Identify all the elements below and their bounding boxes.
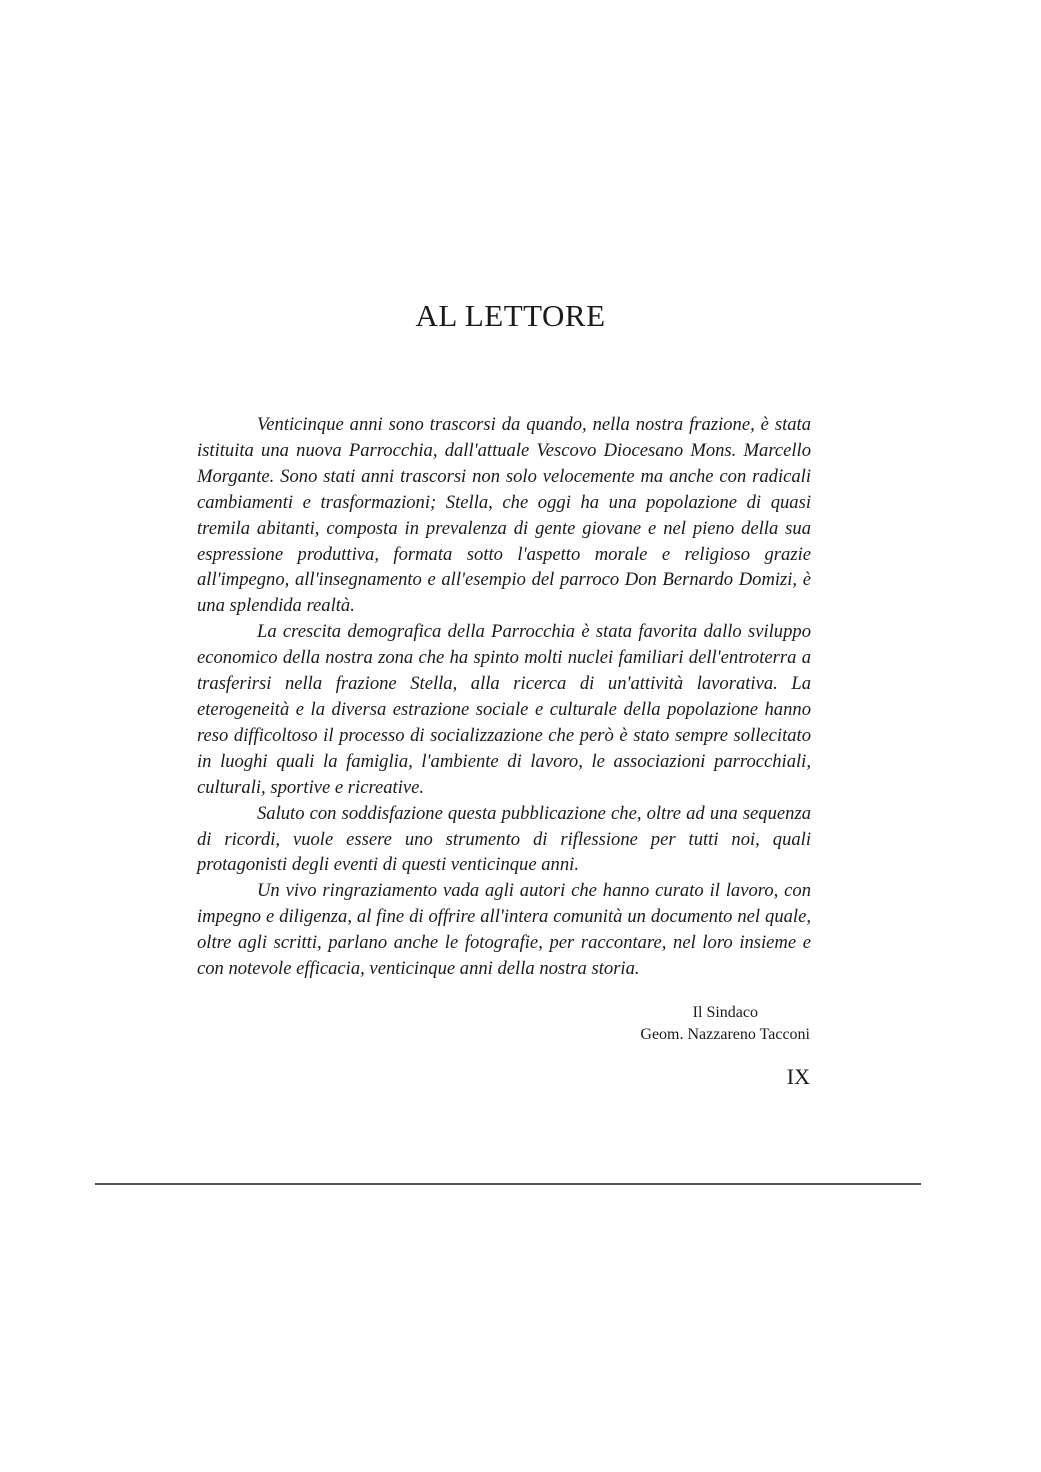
paragraph-3: Saluto con soddisfazione questa pubblicazione che, oltre ad una sequenza di ricordi, vuole essere uno strumento di riflessione per tutti noi, quali protagonisti degli eventi di questi venticinque anni. bbox=[197, 802, 811, 876]
page-number: IX bbox=[786, 1064, 810, 1089]
paragraph-1: Venticinque anni sono trascorsi da quando, nella nostra frazione, è stata istituita una nuova Parrocchia, dall'attuale Vescovo Diocesano Mons. Marcello Morgante. Sono stati anni trascorsi non solo velocemente ma anche con radicali cambiamenti e trasformazioni; Stella, che oggi ha una popolazione di quasi tremila abitanti, composta in prevalenza di gente giovane e nel pieno della sua espressione produttiva, formata sotto l'aspetto morale e religioso grazie all'impegno, all'insegnamento e all'esempio del parroco Don Bernardo Domizi, è una splendida realtà. bbox=[197, 414, 811, 617]
horizontal-rule bbox=[95, 1183, 921, 1185]
signature-block bbox=[560, 1002, 810, 1046]
paragraph-2: La crescita demografica della Parrocchia è stata favorita dallo sviluppo economico della nostra zona che ha spinto molti nuclei familiari dell'entroterra a trasferirsi nella frazione Stella, alla ricerca di un'attività lavorativa. La eterogeneità e la diversa estrazione sociale e culturale della popolazione hanno reso difficoltoso il processo di socializzazione che però è stato sempre sollecitato in luoghi quali la famiglia, l'ambiente di lavoro, le associazioni parrocchiali, culturali, sportive e ricreative. bbox=[197, 621, 811, 798]
signature-role: Il Sindaco bbox=[692, 1004, 758, 1021]
page-title: AL LETTORE bbox=[415, 298, 606, 333]
paragraph-4: Un vivo ringraziamento vada agli autori che hanno curato il lavoro, con impegno e diligenza, al fine di offrire all'intera comunità un documento nel quale, oltre agli scritti, parlano anche le fotografie, per raccontare, nel loro insieme e con notevole efficacia, venticinque anni della nostra storia. bbox=[197, 880, 811, 980]
signature-name: Geom. Nazzareno Tacconi bbox=[640, 1026, 810, 1043]
letter-body bbox=[197, 412, 811, 982]
